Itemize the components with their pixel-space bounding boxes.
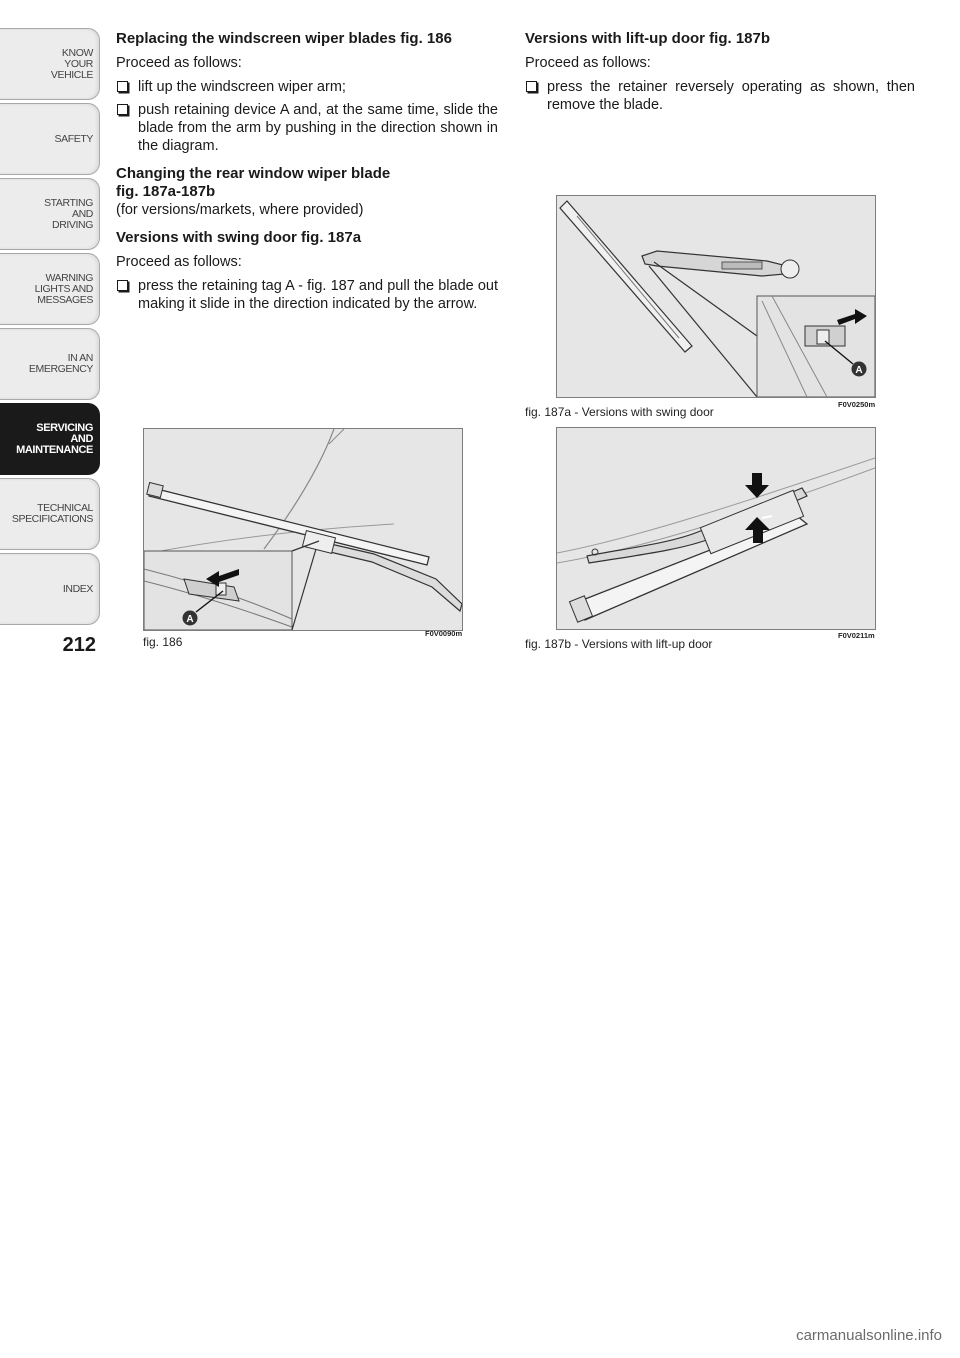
tab-label: STARTING AND DRIVING — [44, 196, 93, 231]
svg-text:A: A — [186, 614, 194, 625]
page-number: 212 — [62, 634, 96, 656]
figure-186 — [143, 428, 463, 631]
tab-technical-specifications[interactable] — [0, 478, 100, 550]
checkbox-bullet-icon — [117, 280, 128, 291]
section-heading: Changing the rear window wiper blade — [116, 165, 391, 182]
intro-text: Proceed as follows: — [525, 55, 651, 71]
figure-code: F0V0090m — [425, 629, 463, 638]
figure-187b — [556, 427, 876, 630]
intro-text: Proceed as follows: — [116, 55, 242, 71]
figure-code: F0V0211m — [838, 631, 875, 640]
checkbox-bullet-icon — [526, 81, 537, 92]
tab-label: TECHNICAL SPECIFICATIONS — [11, 502, 93, 525]
rear-wiper-swing-door-illustration — [557, 196, 875, 397]
right-column — [525, 30, 915, 120]
instruction-list — [116, 78, 498, 155]
list-item: lift up the windscreen wiper arm; — [116, 78, 498, 96]
figure-caption: fig. 187a - Versions with swing door — [525, 405, 714, 419]
instruction-list — [116, 277, 498, 313]
checkbox-bullet-icon — [117, 104, 128, 115]
tab-label: IN AN EMERGENCY — [28, 352, 93, 375]
tab-safety[interactable] — [0, 103, 100, 175]
section-heading: Versions with lift-up door fig. 187b — [525, 30, 771, 47]
tab-label: KNOW YOUR VEHICLE — [50, 46, 93, 81]
figure-code: F0V0250m — [838, 400, 876, 409]
section-heading: Replacing the windscreen wiper blades fig. 186 — [116, 30, 452, 47]
tab-label: SAFETY — [54, 132, 93, 145]
tab-starting-and-driving[interactable] — [0, 178, 100, 250]
tab-servicing-and-maintenance[interactable] — [0, 403, 100, 475]
rear-wiper-section — [116, 165, 498, 219]
list-item: press the retainer reversely operating as shown, then remove the blade. — [525, 78, 915, 114]
intro-text: Proceed as follows: — [116, 254, 242, 270]
tab-index[interactable] — [0, 553, 100, 625]
tab-label: WARNING LIGHTS AND MESSAGES — [34, 271, 93, 306]
checkbox-bullet-icon — [117, 81, 128, 92]
left-column — [116, 30, 498, 319]
tab-label: INDEX — [62, 582, 93, 595]
section-heading-line2: fig. 187a-187b — [116, 183, 216, 200]
tab-know-your-vehicle[interactable] — [0, 28, 100, 100]
rear-wiper-lift-up-door-illustration — [557, 428, 875, 629]
list-item: push retaining device A and, at the same time, slide the blade from the arm by pushing in the direction shown in the diagram. — [116, 101, 498, 155]
tab-label: SERVICING AND MAINTENANCE — [16, 421, 93, 456]
watermark: carmanualsonline.info — [796, 1327, 942, 1344]
tab-warning-lights[interactable] — [0, 253, 100, 325]
pivot-cap-icon — [781, 260, 799, 278]
svg-text:A: A — [855, 365, 863, 376]
figure-caption: fig. 187b - Versions with lift-up door — [525, 637, 713, 651]
list-item: press the retaining tag A - fig. 187 and pull the blade out making it slide in the direction indicated by the arrow. — [116, 277, 498, 313]
instruction-list — [525, 78, 915, 114]
section-note: (for versions/markets, where provided) — [116, 202, 364, 218]
tab-in-an-emergency[interactable] — [0, 328, 100, 400]
figure-187a — [556, 195, 876, 398]
section-heading: Versions with swing door fig. 187a — [116, 229, 362, 246]
windscreen-wiper-illustration — [144, 429, 462, 630]
figure-caption: fig. 186 — [143, 635, 183, 649]
